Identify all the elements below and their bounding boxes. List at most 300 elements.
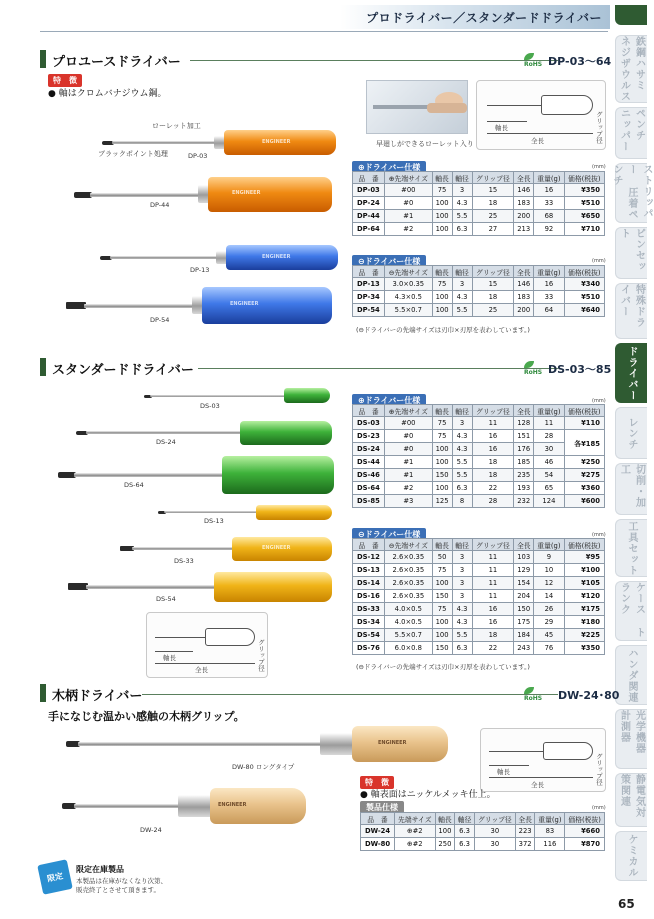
cell: 193 xyxy=(514,482,534,495)
cell: 150 xyxy=(432,469,452,482)
table-header-row xyxy=(353,405,605,417)
tip xyxy=(68,583,88,590)
section-bar xyxy=(40,684,46,702)
side-tab-5[interactable]: ドライバー xyxy=(615,343,647,403)
cell: 25 xyxy=(472,304,514,317)
page-title: プロドライバー／スタンダードドライバー xyxy=(366,11,602,25)
section-rule xyxy=(142,694,558,695)
limited-badge: 限定 xyxy=(37,859,73,895)
rohs-mark: RoHS xyxy=(524,369,543,376)
cell: ¥120 xyxy=(564,590,604,603)
cell: DS-24 xyxy=(353,443,385,456)
model-label: DW-24 xyxy=(140,826,162,834)
shaft-line xyxy=(489,751,543,752)
cell: 11 xyxy=(534,417,564,430)
cell: 75 xyxy=(432,430,452,443)
th: 軸長 xyxy=(435,813,455,825)
th: 先端サイズ xyxy=(394,813,435,825)
cell: #2 xyxy=(385,223,433,236)
section-bar xyxy=(40,358,46,376)
side-tab-7[interactable]: 切削・加工 xyxy=(615,463,647,515)
cell: DW-24 xyxy=(361,825,395,838)
cell: 200 xyxy=(514,210,534,223)
section-wooden xyxy=(40,684,620,704)
cell: 3 xyxy=(452,564,472,577)
th: グリップ径 xyxy=(474,813,515,825)
dim-total xyxy=(155,663,255,664)
th: 軸径 xyxy=(452,539,472,551)
cell: 3 xyxy=(452,417,472,430)
dim-shaft xyxy=(489,765,529,766)
cell: 33 xyxy=(534,291,564,304)
cell: 100 xyxy=(432,223,452,236)
dim-grip-label: グリップ径 xyxy=(595,753,603,786)
th: 軸長 xyxy=(432,539,452,551)
limited-title: 限定在庫製品 xyxy=(76,865,124,874)
cell: 3 xyxy=(452,590,472,603)
cell: 2.6×0.35 xyxy=(385,577,432,590)
cell: 76 xyxy=(534,642,564,655)
feature-label: 特 徴 xyxy=(360,776,394,789)
brand-mark: ENGINEER xyxy=(262,139,291,145)
th: 価格(税抜) xyxy=(565,813,605,825)
cell: 4.3 xyxy=(452,291,472,304)
shaft xyxy=(78,742,324,746)
dimension-diagram-ds xyxy=(146,612,268,678)
cell: #1 xyxy=(385,469,432,482)
dimension-diagram-dw xyxy=(480,728,606,792)
side-tab-3[interactable]: ピンセット xyxy=(615,227,647,279)
cell: 5.5×0.7 xyxy=(385,304,433,317)
cell: 75 xyxy=(432,278,452,291)
cell: 16 xyxy=(472,616,514,629)
dim-shaft-label: 軸長 xyxy=(497,768,510,776)
cell: ¥710 xyxy=(564,223,604,236)
cell: 250 xyxy=(435,838,455,851)
cell: 92 xyxy=(534,223,564,236)
cell: ¥510 xyxy=(564,291,604,304)
cell: 100 xyxy=(432,304,452,317)
th: 軸長 xyxy=(432,405,452,417)
cell: 28 xyxy=(534,430,564,443)
th: 軸径 xyxy=(455,813,475,825)
th: 品 番 xyxy=(353,539,385,551)
table-caption: ⊕ドライバー仕様 xyxy=(352,394,426,407)
table-caption: 製品仕様 xyxy=(360,801,404,814)
shaft-line xyxy=(155,637,205,638)
table-header-row xyxy=(353,539,605,551)
cell: ¥175 xyxy=(564,603,604,616)
handle xyxy=(240,421,332,445)
th: 重量(g) xyxy=(535,813,565,825)
feature-label: 特 徴 xyxy=(48,74,82,87)
cell: DS-03 xyxy=(353,417,385,430)
cell: ¥95 xyxy=(564,551,604,564)
cell: 2.6×0.35 xyxy=(385,564,432,577)
side-tab-9[interactable]: ケース トランク xyxy=(615,581,647,641)
cell: DP-03 xyxy=(353,184,385,197)
handle-outline xyxy=(541,95,593,115)
dim-shaft-label: 軸長 xyxy=(495,124,508,132)
spec-table-ds-plus xyxy=(352,404,605,508)
dimension-diagram xyxy=(476,80,606,150)
cell: 3.0×0.35 xyxy=(385,278,433,291)
rohs-mark: RoHS xyxy=(524,695,543,702)
shaft xyxy=(164,511,258,513)
cell: 4.3 xyxy=(452,616,472,629)
cell: 200 xyxy=(514,304,534,317)
cell: ⊕#2 xyxy=(394,838,435,851)
th: グリップ径 xyxy=(472,172,514,184)
table-row xyxy=(353,291,605,304)
th: 重量(g) xyxy=(534,539,564,551)
cell: 11 xyxy=(472,590,514,603)
tagline: 手になじむ温かい感触の木柄グリップ。 xyxy=(48,710,245,723)
cell: 125 xyxy=(432,495,452,508)
knurl-photo xyxy=(366,80,468,134)
cell: 65 xyxy=(534,482,564,495)
handle xyxy=(214,572,332,602)
cell: ¥110 xyxy=(564,417,604,430)
table-row xyxy=(353,642,605,655)
table-row xyxy=(353,210,605,223)
cell: ¥225 xyxy=(564,629,604,642)
section-title: スタンダードドライバー xyxy=(52,363,194,378)
table-row xyxy=(353,197,605,210)
side-tab-12[interactable]: 静電気対策関連 xyxy=(615,773,647,827)
cell: 26 xyxy=(534,603,564,616)
table-unit: (mm) xyxy=(592,532,606,538)
brand-mark: ENGINEER xyxy=(378,740,407,746)
cell: DS-64 xyxy=(353,482,385,495)
cell: 6.3 xyxy=(452,223,472,236)
th: ⊕先端サイズ xyxy=(385,405,432,417)
cell: 5.5×0.7 xyxy=(385,629,432,642)
cell: ¥180 xyxy=(564,616,604,629)
cell: ¥360 xyxy=(564,482,604,495)
cell: DS-44 xyxy=(353,456,385,469)
cell: 22 xyxy=(472,642,514,655)
shaft xyxy=(74,473,224,477)
cell: ¥870 xyxy=(565,838,605,851)
cell: 5.5 xyxy=(452,210,472,223)
cell: 154 xyxy=(514,577,534,590)
cell: DP-44 xyxy=(353,210,385,223)
rohs-leaf-icon xyxy=(524,53,534,60)
dim-total xyxy=(487,133,593,134)
cell: DS-13 xyxy=(353,564,385,577)
section-code: DP-03〜64 xyxy=(548,55,612,68)
th: ⊖先端サイズ xyxy=(385,266,433,278)
dim-grip-label: グリップ径 xyxy=(595,111,603,144)
cell: DP-54 xyxy=(353,304,385,317)
table-row xyxy=(353,603,605,616)
cell: 213 xyxy=(514,223,534,236)
model-label: DS-33 xyxy=(174,557,194,565)
section-code: DS-03〜85 xyxy=(548,363,612,376)
dim-total-label: 全長 xyxy=(195,666,208,674)
table-row xyxy=(361,825,605,838)
cell: 11 xyxy=(472,577,514,590)
section-title: 木柄ドライバー xyxy=(52,689,143,704)
cell: 16 xyxy=(472,603,514,616)
cell: ¥350 xyxy=(564,184,604,197)
limited-line2: 販売終了とさせて頂きます。 xyxy=(76,886,160,894)
spec-table-ds-minus xyxy=(352,538,605,655)
model-label: DP-44 xyxy=(150,201,170,209)
cell: 11 xyxy=(472,551,514,564)
th: 価格(税抜) xyxy=(564,539,604,551)
section-rule xyxy=(190,60,558,61)
side-tabs xyxy=(611,5,650,885)
cell: #3 xyxy=(385,495,432,508)
handle-outline xyxy=(205,628,255,646)
table-row xyxy=(353,304,605,317)
cell: 232 xyxy=(514,495,534,508)
th: 品 番 xyxy=(353,266,385,278)
table-row xyxy=(353,184,605,197)
cell: 68 xyxy=(534,210,564,223)
cell: 150 xyxy=(514,603,534,616)
cell: 4.0×0.5 xyxy=(385,603,432,616)
section-pro xyxy=(40,50,612,70)
cell: 100 xyxy=(432,616,452,629)
cell: 3 xyxy=(452,551,472,564)
cell: 50 xyxy=(432,551,452,564)
cell: 243 xyxy=(514,642,534,655)
table-header-row xyxy=(361,813,605,825)
cell: 8 xyxy=(452,495,472,508)
cell: 4.3 xyxy=(452,443,472,456)
side-tab-13[interactable]: ケミカル xyxy=(615,831,647,881)
th: 価格(税抜) xyxy=(564,266,604,278)
cell: 151 xyxy=(514,430,534,443)
model-label: DP-54 xyxy=(150,316,170,324)
callout-knurl: ローレット加工 xyxy=(152,122,201,130)
cell: 28 xyxy=(472,495,514,508)
table-row xyxy=(353,616,605,629)
shaft xyxy=(132,547,234,550)
spec-table-dp-plus xyxy=(352,171,605,236)
cell: 128 xyxy=(514,417,534,430)
cell: 372 xyxy=(515,838,535,851)
handle-outline xyxy=(543,742,593,760)
cell: ¥250 xyxy=(564,456,604,469)
cell: 22 xyxy=(472,482,514,495)
table-row xyxy=(353,417,605,430)
side-tab-8[interactable]: 工具セット xyxy=(615,519,647,577)
cell: #0 xyxy=(385,430,432,443)
table-row xyxy=(353,469,605,482)
table-row xyxy=(353,430,605,443)
cell: ¥600 xyxy=(564,495,604,508)
cell: 83 xyxy=(535,825,565,838)
cell: 3 xyxy=(452,184,472,197)
cell: 29 xyxy=(534,616,564,629)
cell: DS-34 xyxy=(353,616,385,629)
cell: 6.3 xyxy=(452,482,472,495)
cell: DS-46 xyxy=(353,469,385,482)
section-code: DW-24･80 xyxy=(558,689,620,702)
cell: 25 xyxy=(472,210,514,223)
handle xyxy=(202,287,332,324)
side-tab-2[interactable]: ストリッパー 圧着ペンチ xyxy=(615,163,647,223)
cell: 18 xyxy=(472,291,514,304)
cell: 2.6×0.35 xyxy=(385,551,432,564)
th: 軸径 xyxy=(452,405,472,417)
ferrule xyxy=(178,795,212,817)
cell: 54 xyxy=(534,469,564,482)
side-tab-4[interactable]: 特殊ドライバー xyxy=(615,283,647,339)
cell: DS-16 xyxy=(353,590,385,603)
handle xyxy=(284,388,330,403)
cell: #0 xyxy=(385,443,432,456)
cell: 3 xyxy=(452,577,472,590)
section-title: プロユースドライバー xyxy=(52,55,181,70)
model-label: DS-13 xyxy=(204,517,224,525)
side-tab-6[interactable]: レンチ xyxy=(615,407,647,459)
cell: 64 xyxy=(534,304,564,317)
cell: 75 xyxy=(432,184,452,197)
cell: 175 xyxy=(514,616,534,629)
cell: ¥650 xyxy=(564,210,604,223)
table-note: (⊖ドライバーの先端サイズは刃巾×刃厚を表わしています。) xyxy=(356,663,530,671)
cell: 33 xyxy=(534,197,564,210)
cell: ¥105 xyxy=(564,577,604,590)
cell: 30 xyxy=(474,838,515,851)
cell: 4.3 xyxy=(452,197,472,210)
handle xyxy=(222,456,334,494)
model-label: DS-64 xyxy=(124,481,144,489)
side-tab-0[interactable]: 鉄鋼ハサミ ネジザウルス xyxy=(615,35,647,103)
table-header-row xyxy=(353,266,605,278)
table-header-row xyxy=(353,172,605,184)
cell: #1 xyxy=(385,210,433,223)
th: グリップ径 xyxy=(472,539,514,551)
cell: #0 xyxy=(385,197,433,210)
spec-table-dw xyxy=(360,812,605,851)
cell: 75 xyxy=(432,564,452,577)
cell: 75 xyxy=(432,603,452,616)
callout-black-point: ブラックポイント処理 xyxy=(98,150,168,158)
th: 重量(g) xyxy=(534,405,564,417)
model-label: DP-13 xyxy=(190,266,210,274)
side-tab-11[interactable]: 光学機器 計測器 xyxy=(615,709,647,769)
brand-mark: ENGINEER xyxy=(262,545,291,551)
cell: ¥100 xyxy=(564,564,604,577)
side-tab-1[interactable]: ペンチ ニッパー xyxy=(615,107,647,159)
th: 軸長 xyxy=(432,172,452,184)
photo-caption: 早廻しができるローレット入り xyxy=(376,140,474,148)
cell: 18 xyxy=(472,456,514,469)
th: 全長 xyxy=(514,172,534,184)
knurl-photo-illustration xyxy=(367,81,469,135)
cell: ¥275 xyxy=(564,469,604,482)
cell: #00 xyxy=(385,417,432,430)
cell: 5.5 xyxy=(452,304,472,317)
cell: 184 xyxy=(514,629,534,642)
table-row xyxy=(361,838,605,851)
cell: 18 xyxy=(472,469,514,482)
cell: 100 xyxy=(432,443,452,456)
cell: 45 xyxy=(534,629,564,642)
table-caption: ⊕ドライバー仕様 xyxy=(352,161,426,174)
dim-grip-label: グリップ径 xyxy=(257,639,265,672)
table-row xyxy=(353,456,605,469)
table-unit: (mm) xyxy=(592,164,606,170)
brand-mark: ENGINEER xyxy=(262,254,291,260)
cell: #00 xyxy=(385,184,433,197)
shaft xyxy=(84,304,196,308)
cell: 30 xyxy=(474,825,515,838)
cell: 4.3×0.5 xyxy=(385,291,433,304)
cell: 30 xyxy=(534,443,564,456)
th: 品 番 xyxy=(353,405,385,417)
cell: 10 xyxy=(534,564,564,577)
cell: 223 xyxy=(515,825,535,838)
cell: 11 xyxy=(472,417,514,430)
model-label: DS-03 xyxy=(200,402,220,410)
table-row xyxy=(353,223,605,236)
cell: DP-64 xyxy=(353,223,385,236)
feature-text: ● 軸表面はニッケルメッキ仕上。 xyxy=(360,790,496,800)
cell: 各¥185 xyxy=(564,430,604,456)
shaft xyxy=(90,193,202,197)
brand-mark: ENGINEER xyxy=(230,301,259,307)
section-standard xyxy=(40,358,612,378)
dim-shaft xyxy=(155,651,193,652)
cell: 14 xyxy=(534,590,564,603)
cell: 4.3 xyxy=(452,603,472,616)
table-row xyxy=(353,495,605,508)
cell: DW-80 xyxy=(361,838,395,851)
table-unit: (mm) xyxy=(592,805,606,811)
cell: 9 xyxy=(534,551,564,564)
cell: 183 xyxy=(514,197,534,210)
cell: 150 xyxy=(432,642,452,655)
dim-total-label: 全長 xyxy=(531,781,544,789)
cell: 15 xyxy=(472,184,514,197)
model-label: DS-54 xyxy=(156,595,176,603)
cell: DP-13 xyxy=(353,278,385,291)
cell: ¥660 xyxy=(565,825,605,838)
cell: 183 xyxy=(514,291,534,304)
rohs-leaf-icon xyxy=(524,687,534,694)
cell: 5.5 xyxy=(452,629,472,642)
cell: ¥510 xyxy=(564,197,604,210)
table-row xyxy=(353,629,605,642)
rohs-mark: RoHS xyxy=(524,61,543,68)
cell: DS-14 xyxy=(353,577,385,590)
page-number: 65 xyxy=(618,897,635,911)
cell: #2 xyxy=(385,482,432,495)
section-rule xyxy=(198,368,558,369)
th: 重量(g) xyxy=(534,266,564,278)
th: 軸長 xyxy=(432,266,452,278)
cell: DP-34 xyxy=(353,291,385,304)
table-row xyxy=(353,551,605,564)
cell: 146 xyxy=(514,278,534,291)
tip xyxy=(66,302,86,309)
side-tab-cap xyxy=(615,5,647,25)
brand-mark: ENGINEER xyxy=(218,802,247,808)
cell: 6.3 xyxy=(455,838,475,851)
cell: 100 xyxy=(432,629,452,642)
cell: 204 xyxy=(514,590,534,603)
side-tab-10[interactable]: ハンダ関連 xyxy=(615,645,647,705)
th: 軸径 xyxy=(452,172,472,184)
shaft xyxy=(112,141,220,144)
